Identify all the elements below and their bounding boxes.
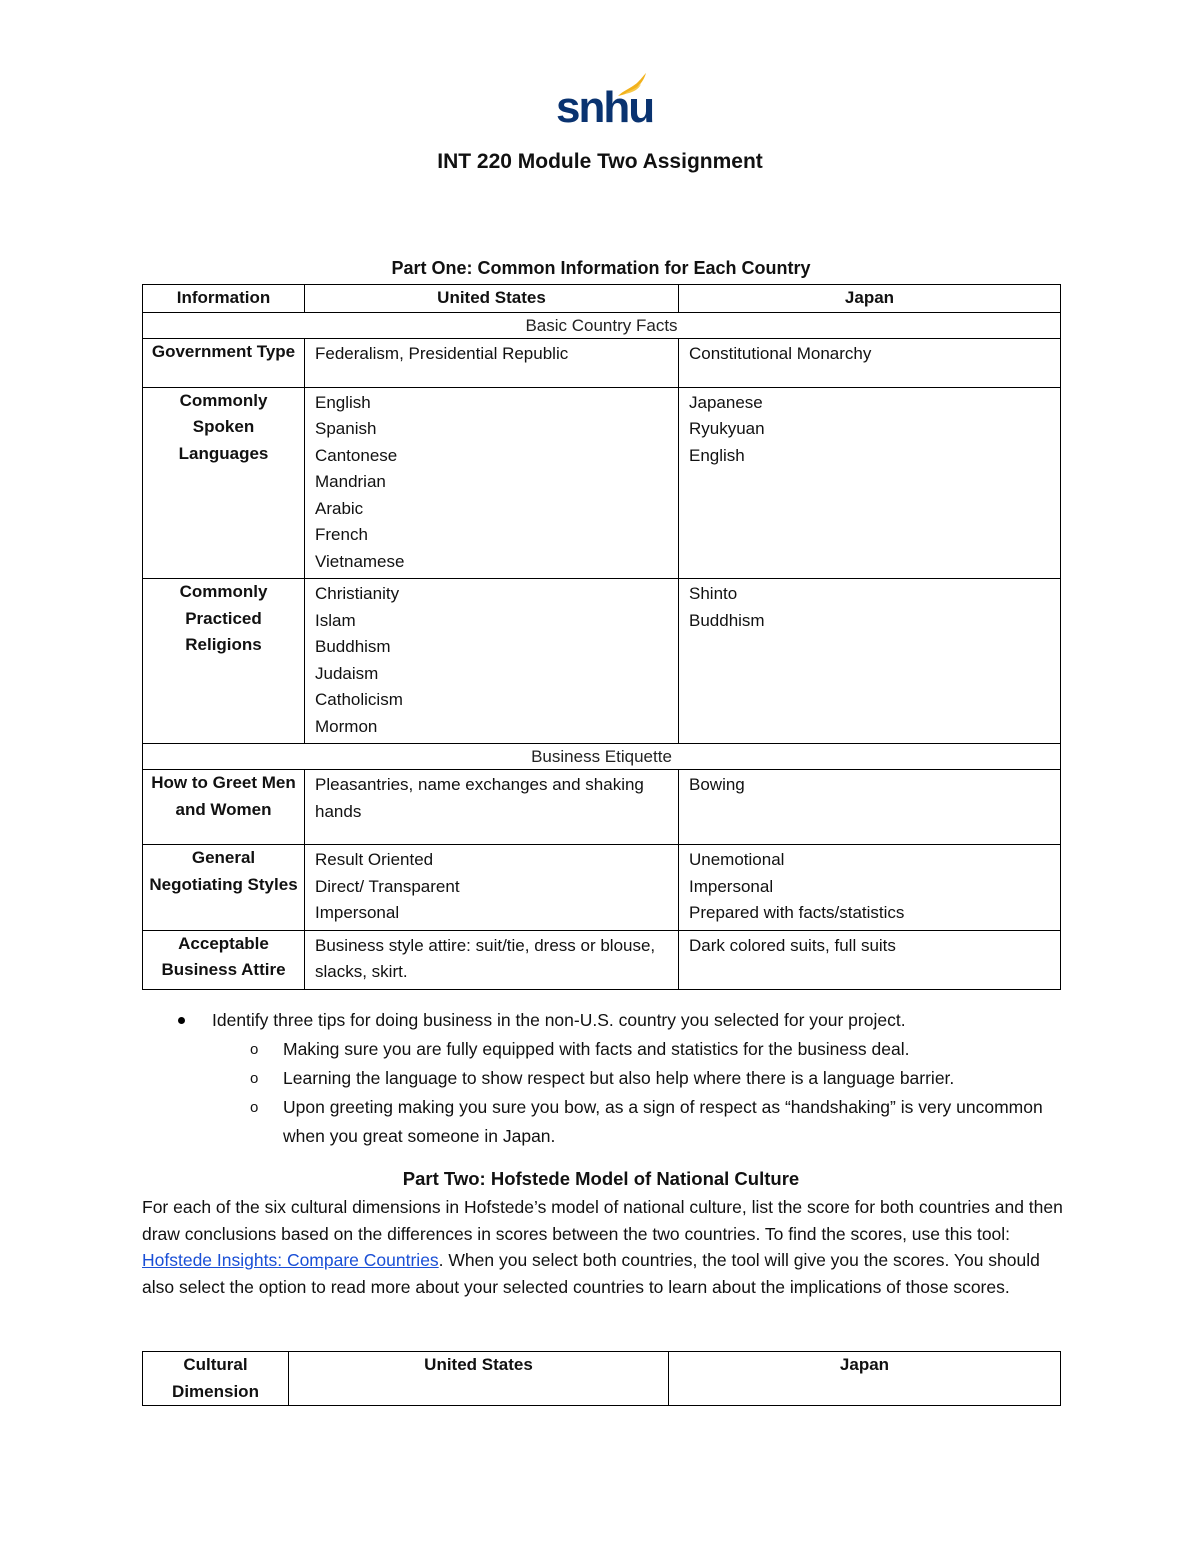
tip-text: Upon greeting making you sure you bow, as a sign of respect as “handshaking” is very uncommon when you great someone in Japan. [283,1097,1043,1146]
jp-cell [679,387,1061,579]
instructions-text: For each of the six cultural dimensions in Hofstede’s model of national culture, list the score for both countries and then draw conclusions based on the differences in scores between the two countries. To find the scores, use this tool: [142,1197,1063,1244]
us-cell [305,770,679,845]
header-cultural-dimension: Cultural Dimension [143,1352,289,1406]
table-row [143,338,1061,387]
cell-line: Spanish [315,419,377,438]
document-title: INT 220 Module Two Assignment [437,150,763,173]
sub-bullet-icon: o [250,1099,259,1116]
cell-line: Buddhism [689,610,765,630]
cell-line: Direct/ Transparent [315,876,460,896]
cell-line: Impersonal [315,903,400,922]
header-information: Information [143,285,305,313]
jp-cell [679,338,1061,387]
header-united-states: United States [289,1352,669,1406]
cell-line: Arabic [315,498,364,518]
cell-line: Impersonal [689,876,774,896]
cell-line: Islam [315,610,356,630]
tip-text: Learning the language to show respect but also help where there is a language barrier. [283,1068,955,1088]
part-two-table [142,1351,1061,1406]
header-japan: Japan [679,285,1061,313]
cell-line: Shinto [689,584,738,603]
sub-bullet-icon: o [250,1070,259,1087]
part-one-caption: Part One: Common Information for Each Country [391,258,811,278]
bullet-icon [178,1017,185,1024]
cell-line: Christianity [315,584,400,603]
part-one-table [142,284,1061,990]
cell-line: English [689,445,745,465]
header-united-states: United States [305,285,679,313]
row-label: Acceptable Business Attire [143,930,305,989]
cell-line: Constitutional Monarchy [689,343,872,363]
cell-line: Bowing [689,775,745,794]
list-item [142,1006,1082,1035]
list-item [142,1064,1082,1093]
row-label: Government Type [143,338,305,387]
us-cell [305,338,679,387]
jp-cell [679,579,1061,744]
section-business-etiquette: Business Etiquette [143,744,1061,770]
sub-bullet-icon: o [250,1041,259,1058]
list-item [142,1035,1082,1064]
cell-line: Ryukyuan [689,419,765,438]
cell-line: Result Oriented [315,850,434,869]
table-row [143,930,1061,989]
cell-line: Dark colored suits, full suits [689,935,896,955]
cell-line: Cantonese [315,445,398,465]
cell-line: Buddhism [315,637,391,656]
table-row [143,579,1061,744]
section-basic-country-facts: Basic Country Facts [143,312,1061,338]
table-row [143,387,1061,579]
cell-line: Unemotional [689,850,785,869]
section-row [143,312,1061,338]
tips-prompt: Identify three tips for doing business in the non-U.S. country you selected for your project. [212,1010,906,1030]
cell-line: Mormon [315,716,378,736]
table-header-row [143,285,1061,313]
jp-cell [679,930,1061,989]
cell-line: English [315,392,371,412]
cell-line: Catholicism [315,690,403,709]
part-two-instructions [142,1194,1072,1300]
list-item [142,1093,1082,1151]
row-label: How to Greet Men and Women [143,770,305,845]
us-cell [305,845,679,931]
jp-cell [679,845,1061,931]
cell-line: Business style attire: suit/tie, dress or blouse, slacks, skirt. [315,935,656,981]
jp-cell [679,770,1061,845]
table-row [143,845,1061,931]
us-cell [305,387,679,579]
table-header-row [143,1352,1061,1406]
cell-line: Japanese [689,392,763,412]
row-label: Commonly Spoken Languages [143,387,305,579]
us-cell [305,579,679,744]
part-two-title: Part Two: Hofstede Model of National Culture [402,1168,800,1189]
row-label: Commonly Practiced Religions [143,579,305,744]
tips-list [142,1006,1082,1151]
logo-wordmark: snhu [556,83,654,132]
table-row [143,770,1061,845]
section-row [143,744,1061,770]
row-label: General Negotiating Styles [143,845,305,931]
cell-line: Pleasantries, name exchanges and shaking hands [315,775,644,821]
header-japan: Japan [669,1352,1061,1406]
cell-line: Vietnamese [315,551,405,571]
cell-line: French [315,525,368,544]
us-cell [305,930,679,989]
cell-line: Prepared with facts/statistics [689,903,905,922]
cell-line: Mandrian [315,472,386,491]
hofstede-compare-link[interactable]: Hofstede Insights: Compare Countries [142,1250,439,1270]
cell-line: Judaism [315,663,379,683]
snhu-logo [540,72,660,134]
tip-text: Making sure you are fully equipped with facts and statistics for the business deal. [283,1039,910,1059]
cell-line: Federalism, Presidential Republic [315,343,569,363]
instructions-text: . When you select both countries, the tool will give you the scores. You should also select the option to read more about your selected countries to learn about the implications of those scores. [142,1250,1040,1297]
